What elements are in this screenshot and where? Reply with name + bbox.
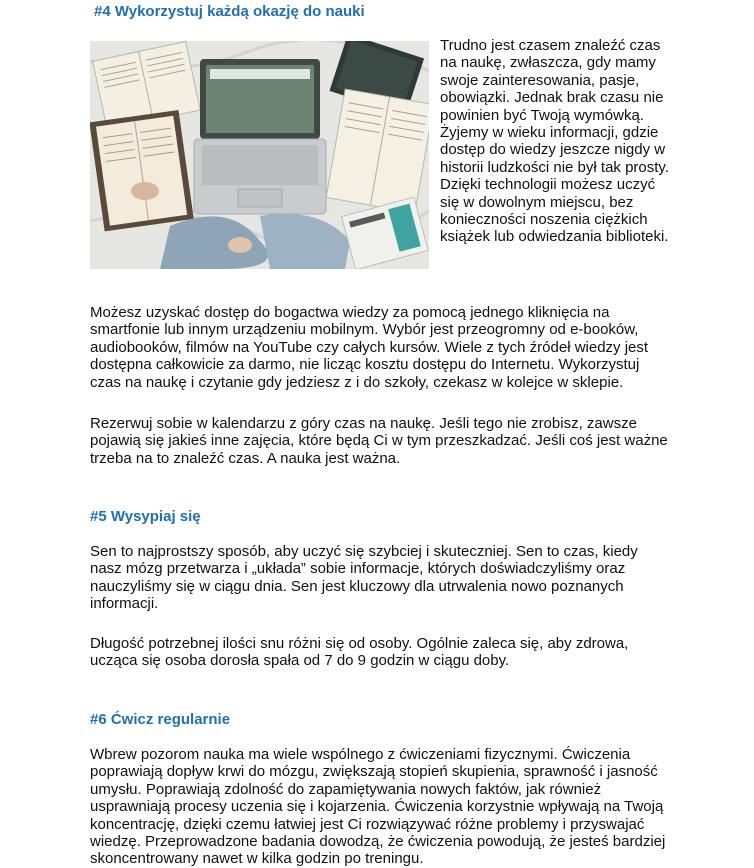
section-4-paragraph-1: Możesz uzyskać dostęp do bogactwa wiedzy za pomocą jednego kliknięcia na smartfonie lub innym urządzeniu mobilnym. Wybór jest przeogromny od e-booków, audiobooków, filmów na YouTube czy całych kursów. Wiele z tych źródeł wiedzy jest dostępna całkowicie za darmo, nie licząc kosztu dostępu do Internetu. Wykorzystuj czas na naukę i czytanie gdy jedziesz z i do szkoły, czekasz w kolejce w sklepie.: [90, 304, 649, 391]
section-4-paragraph-2: Rezerwuj sobie w kalendarzu z góry czas na naukę. Jeśli tego nie zrobisz, zawsze pojawią się jakieś inne zajęcia, które będą Ci w tym przeszkadzać. Jeśli coś jest ważne trzeba na to znaleźć czas. A nauka jest ważna.: [90, 415, 668, 467]
section-4-side-paragraph: Trudno jest czasem znaleźć czas na naukę, zwłaszcza, gdy mamy swoje zainteresowania, pasje, obowiązki. Jednak brak czasu nie powinien być Twoją wymówką. Żyjemy w wieku informacji, gdzie dostęp do wiedzy jeszcze nigdy w historii ludzkości nie był tak prosty. Dzięki technologii możesz uczyć się w dowolnym miejscu, bez konieczności noszenia ciężkich książek lub odwiedzania biblioteki.: [440, 37, 669, 246]
study-photo: [90, 41, 429, 269]
section-5-paragraph-1: Sen to najprostszy sposób, aby uczyć się szybciej i skuteczniej. Sen to czas, kiedy nasz mózg przetwarza i „układa” sobie informacje, których doświadczyliśmy oraz nauczyliśmy się w ciągu dnia. Sen jest kluczowy dla utrwalenia nowo poznanych informacji.: [90, 543, 638, 613]
section-5-heading: #5 Wysypiaj się: [90, 508, 201, 525]
section-6-paragraph-1: Wbrew pozorom nauka ma wiele wspólnego z ćwiczeniami fizycznymi. Ćwiczenia poprawiają dopływ krwi do mózgu, zwiększają stopień skupienia, sprawność i jasność umysłu. Poprawiają zdolność do zapamiętywania nowych faktów, jak również usprawniają procesy uczenia się i kojarzenia. Ćwiczenia korzystnie wpływają na Twoją koncentrację, dzięki czemu łatwiej jest Ci rozwiązywać różne problemy i przyswajać wiedzę. Przeprowadzone badania dowodzą, że ćwiczenia powodują, że jesteś bardziej skoncentrowany nawet w kilka godzin po treningu.: [90, 746, 666, 868]
section-6-heading: #6 Ćwicz regularnie: [90, 711, 231, 728]
section-4-heading: #4 Wykorzystuj każdą okazję do nauki: [94, 3, 365, 20]
section-5-paragraph-2: Długość potrzebnej ilości snu różni się od osoby. Ogólnie zaleca się, aby zdrowa, ucząca się osoba dorosła spała od 7 do 9 godzin w ciągu doby.: [90, 635, 629, 670]
